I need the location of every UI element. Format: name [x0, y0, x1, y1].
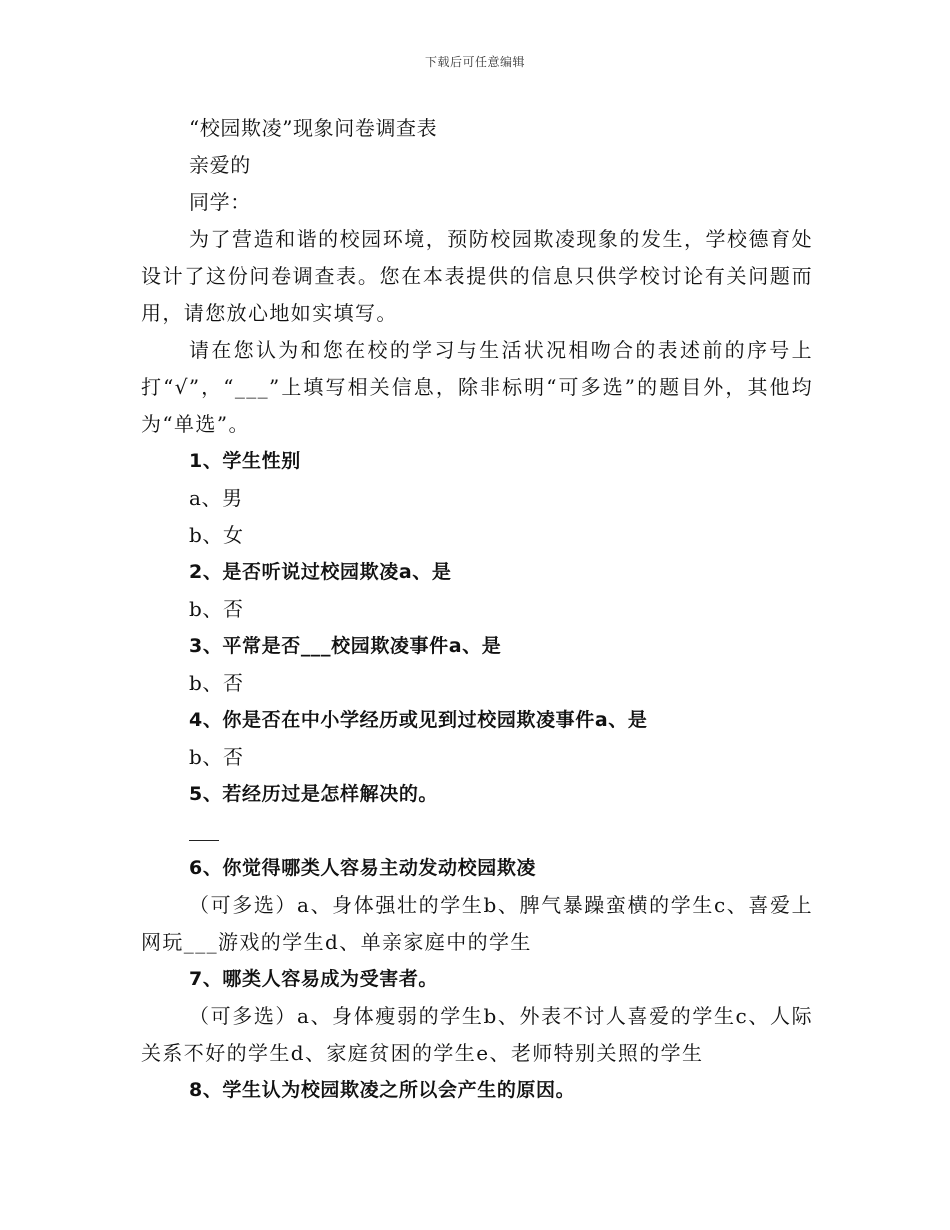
question-7: 7、哪类人容易成为受害者。: [189, 968, 439, 990]
question-6: 6、你觉得哪类人容易主动发动校园欺凌: [189, 857, 537, 879]
question-3: 3、平常是否___校园欺凌事件a、是: [189, 635, 502, 657]
blank-underline: [189, 840, 219, 841]
question-7-options: （可多选）a、身体瘦弱的学生b、外表不讨人喜爱的学生c、人际关系不好的学生d、家庭贫困的学生e、老师特别关照的学生: [141, 1004, 813, 1065]
question-5: 5、若经历过是怎样解决的。: [189, 783, 439, 805]
question-1-option-a: a、男: [189, 486, 243, 510]
question-2-option-b: b、否: [189, 597, 244, 621]
questionnaire-body: [141, 110, 813, 1109]
question-1: 1、学生性别: [189, 450, 301, 472]
question-4-option-b: b、否: [189, 745, 244, 769]
answer-blank-line: [141, 813, 813, 850]
question-1-option-b: b、女: [189, 523, 244, 547]
question-3-option-b: b、否: [189, 671, 244, 695]
intro-paragraph: 为了营造和谐的校园环境，预防校园欺凌现象的发生，学校德育处设计了这份问卷调查表。您在本表提供的信息只供学校讨论有关问题而用，请您放心地如实填写。: [141, 227, 813, 325]
question-8: 8、学生认为校园欺凌之所以会产生的原因。: [189, 1079, 576, 1101]
greeting-line-1: 亲爱的: [189, 153, 251, 177]
document-title: “校园欺凌”现象问卷调查表: [189, 116, 438, 140]
greeting-line-2: 同学：: [189, 190, 251, 214]
instructions-paragraph: 请在您认为和您在校的学习与生活状况相吻合的表述前的序号上打“√”，“___”上填写相关信息，除非标明“可多选”的题目外，其他均为“单选”。: [141, 338, 813, 436]
page-header: 下载后可任意编辑: [424, 55, 525, 69]
question-6-options: （可多选）a、身体强壮的学生b、脾气暴躁蛮横的学生c、喜爱上网玩___游戏的学生d、单亲家庭中的学生: [141, 893, 813, 954]
question-4: 4、你是否在中小学经历或见到过校园欺凌事件a、是: [189, 709, 648, 731]
question-2: 2、是否听说过校园欺凌a、是: [189, 561, 452, 583]
